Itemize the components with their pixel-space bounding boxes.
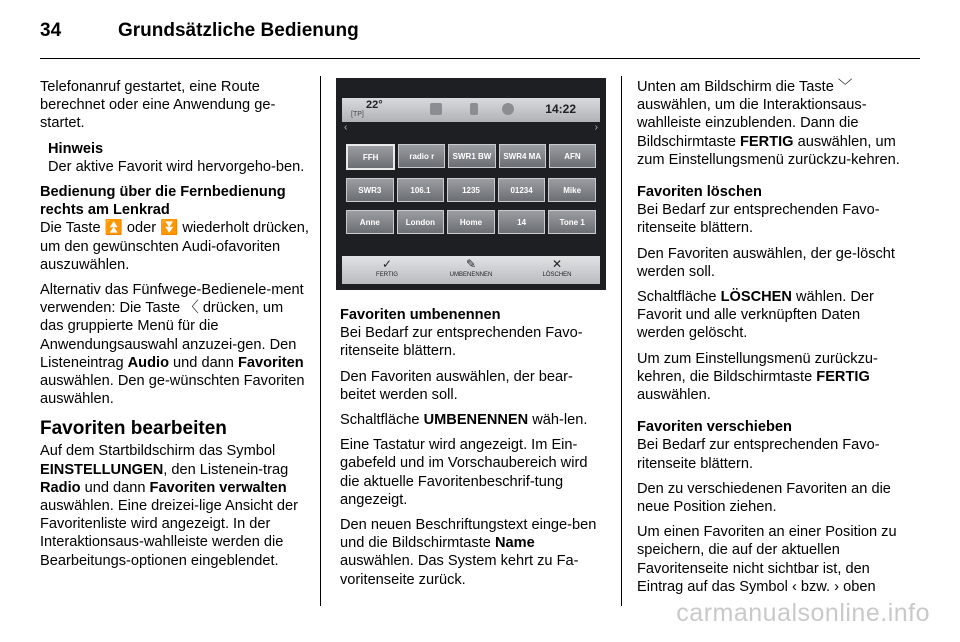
chevron-right-icon[interactable]: › <box>594 122 598 133</box>
term-umbenennen: UMBENENNEN <box>423 412 529 429</box>
paragraph <box>40 281 310 408</box>
text: oder <box>126 220 157 237</box>
paragraph: Eine Tastatur wird angezeigt. Im Ein-gabefeld und im Vorschaubereich wird die aktuelle Favoritenbeschrif-tung angezeigt. <box>340 437 588 508</box>
favorites-row <box>346 144 596 170</box>
tp-indicator: [TP] <box>351 111 364 118</box>
favorite-button[interactable]: Mike <box>548 178 596 202</box>
favorite-button[interactable]: 01234 <box>498 178 546 202</box>
text: wiederholt drücken, um den gewünschten Audi-ofavoriten auszuwählen. <box>40 220 309 273</box>
button-label: UMBENENNEN <box>449 272 493 278</box>
term-loeschen: LÖSCHEN <box>720 289 792 306</box>
text: wäh-len. <box>532 412 588 429</box>
favorite-button[interactable]: Tone 1 <box>548 210 596 234</box>
paragraph <box>637 350 905 405</box>
text: auswählen. Eine dreizei-lige Ansicht der Favoritenliste wird angezeigt. In der Interaktionsaus-wahlleiste werden die Bearbeitungs-optionen eingeblendet. <box>40 498 298 569</box>
favorites-grid <box>342 138 600 242</box>
text: auswählen, um zum Einstellungsmenü zurückzu-kehren. <box>637 133 900 168</box>
button-label: FERTIG <box>376 272 398 278</box>
favorite-button[interactable]: FFH <box>346 144 395 170</box>
umbenennen-button[interactable] <box>436 258 506 278</box>
pencil-icon: ✎ <box>465 257 477 271</box>
text: Auf dem Startbildschirm das Symbol <box>40 443 276 460</box>
text: auswählen, um die Interaktionsaus-wahlleiste einzublenden. Dann die Bildschirmtaste <box>637 97 867 150</box>
status-bar <box>342 98 600 122</box>
note <box>40 140 310 176</box>
chevron-left-icon: ‹ <box>791 578 797 595</box>
favorite-button[interactable]: 106.1 <box>397 178 445 202</box>
header-rule <box>40 58 920 59</box>
note-text: Der aktive Favorit wird hervorgeho-ben. <box>48 158 305 175</box>
chevron-left-icon[interactable]: ‹ <box>344 122 348 133</box>
page-header <box>40 20 920 60</box>
paragraph <box>637 78 905 169</box>
close-icon: ✕ <box>551 257 563 271</box>
favorite-button[interactable]: SWR4 MA <box>499 144 546 168</box>
text: , den Listenein-trag <box>163 461 289 478</box>
phone-icon <box>470 103 478 115</box>
term-fertig: FERTIG <box>740 133 794 150</box>
text: auswählen. Das System kehrt zu Fa-voritenseite zurück. <box>340 553 579 588</box>
term-radio: Radio <box>40 479 81 496</box>
subheading-move: Favoriten verschieben <box>637 419 792 436</box>
paragraph <box>40 219 310 274</box>
paragraph: Bei Bedarf zur entsprechenden Favo-ritenseite blättern. <box>637 202 880 237</box>
paragraph: Den Favoriten auswählen, der ge-löscht werden soll. <box>637 245 895 280</box>
paragraph: Den Favoriten auswählen, der bear-beitet werden soll. <box>340 368 573 403</box>
chevron-right-icon: › <box>834 578 840 595</box>
paragraph <box>340 516 608 589</box>
clock: 14:22 <box>545 102 576 116</box>
page-nav <box>342 122 600 135</box>
text: Um zum Einstellungsmenü zurückzu-kehren, die Bildschirmtaste <box>637 350 878 385</box>
term-favoriten: Favoriten <box>237 354 304 371</box>
chevron-left-icon: 〈 <box>184 300 199 317</box>
temperature: 22° <box>366 99 383 111</box>
subheading-delete: Favoriten löschen <box>637 184 762 201</box>
text: wählen. Der Favorit und alle verknüpften Daten werden gelöscht. <box>637 289 874 342</box>
text: Den neuen Beschriftungstext einge-ben und die Bildschirmtaste <box>340 517 597 552</box>
paragraph: Bei Bedarf zur entsprechenden Favo-ritenseite blättern. <box>637 437 880 472</box>
text: und dann <box>173 354 234 371</box>
text: auswählen. Den ge-wünschten Favoriten auswählen. <box>40 373 305 408</box>
paragraph <box>40 442 310 569</box>
subheading-remote: Bedienung über die Fernbedienung rechts am Lenkrad <box>40 184 286 219</box>
subheading-rename: Favoriten umbenennen <box>340 307 501 323</box>
text: Um einen Favoriten an einer Position zu speichern, die auf der aktuellen Favoritenseite nicht sichtbar ist, den Eintrag auf das Symbol <box>637 524 897 595</box>
paragraph: Den zu verschiedenen Favoriten an die neue Position ziehen. <box>637 480 891 516</box>
favorite-button[interactable]: Anne <box>346 210 394 234</box>
favorite-button[interactable]: radio r <box>398 144 445 168</box>
info-icon <box>502 103 514 115</box>
favorites-row <box>346 178 596 202</box>
audio-source-icon <box>430 103 442 115</box>
page-title: Grundsätzliche Bedienung <box>118 20 359 41</box>
infotainment-screenshot <box>336 78 606 290</box>
text: oben <box>843 578 876 595</box>
term-fertig: FERTIG <box>816 368 870 385</box>
watermark: carmanualsonline.info <box>676 599 930 627</box>
fertig-button[interactable] <box>352 258 422 278</box>
text: bzw. <box>800 578 831 595</box>
text: drücken, um das gruppierte Menü für die Anwendungsauswahl anzuzei-gen. Den Listeneintrag <box>40 300 297 371</box>
text: Schaltfläche <box>340 412 420 429</box>
term-favoriten-verwalten: Favoriten verwalten <box>149 479 287 496</box>
term-einstellungen: EINSTELLUNGEN <box>40 461 164 478</box>
button-label: LÖSCHEN <box>542 272 572 278</box>
chevron-down-icon: ﹀ <box>837 79 853 95</box>
seek-down-icon: ⏬ <box>160 219 179 237</box>
text-column-3 <box>637 78 905 603</box>
column-divider-2 <box>621 76 622 606</box>
paragraph: Telefonanruf gestartet, eine Route berechnet oder eine Anwendung ge-startet. <box>40 79 276 132</box>
seek-up-icon: ⏫ <box>104 219 123 237</box>
favorites-row <box>346 210 596 234</box>
text-column-2 <box>340 306 608 596</box>
term-audio: Audio <box>127 354 169 371</box>
text: Alternativ das Fünfwege-Bedienele-ment verwenden: Die Taste <box>40 282 304 317</box>
favorite-button[interactable]: Home <box>447 210 495 234</box>
text: Schaltfläche <box>637 289 717 306</box>
loeschen-button[interactable] <box>522 258 592 278</box>
text-column-1 <box>40 78 310 577</box>
favorite-button[interactable]: 1235 <box>447 178 495 202</box>
section-heading: Favoriten bearbeiten <box>40 418 227 440</box>
favorite-button[interactable]: 14 <box>498 210 546 234</box>
text: auswählen. <box>637 387 711 404</box>
interaction-bar <box>342 256 600 284</box>
favorite-button[interactable]: London <box>397 210 445 234</box>
text: und dann <box>84 479 146 496</box>
paragraph <box>637 523 905 596</box>
text: Die Taste <box>40 220 101 237</box>
paragraph <box>637 288 905 343</box>
paragraph: Bei Bedarf zur entsprechenden Favo-ritenseite blättern. <box>340 325 583 360</box>
column-divider-1 <box>320 76 321 606</box>
text: Unten am Bildschirm die Taste <box>637 79 834 95</box>
page-number: 34 <box>40 20 62 41</box>
paragraph <box>340 411 608 429</box>
favorite-button[interactable]: SWR1 BW <box>448 144 495 168</box>
favorite-button[interactable]: SWR3 <box>346 178 394 202</box>
term-name: Name <box>494 535 535 552</box>
check-icon: ✓ <box>381 257 393 271</box>
favorite-button[interactable]: AFN <box>549 144 596 168</box>
note-title: Hinweis <box>48 140 104 157</box>
